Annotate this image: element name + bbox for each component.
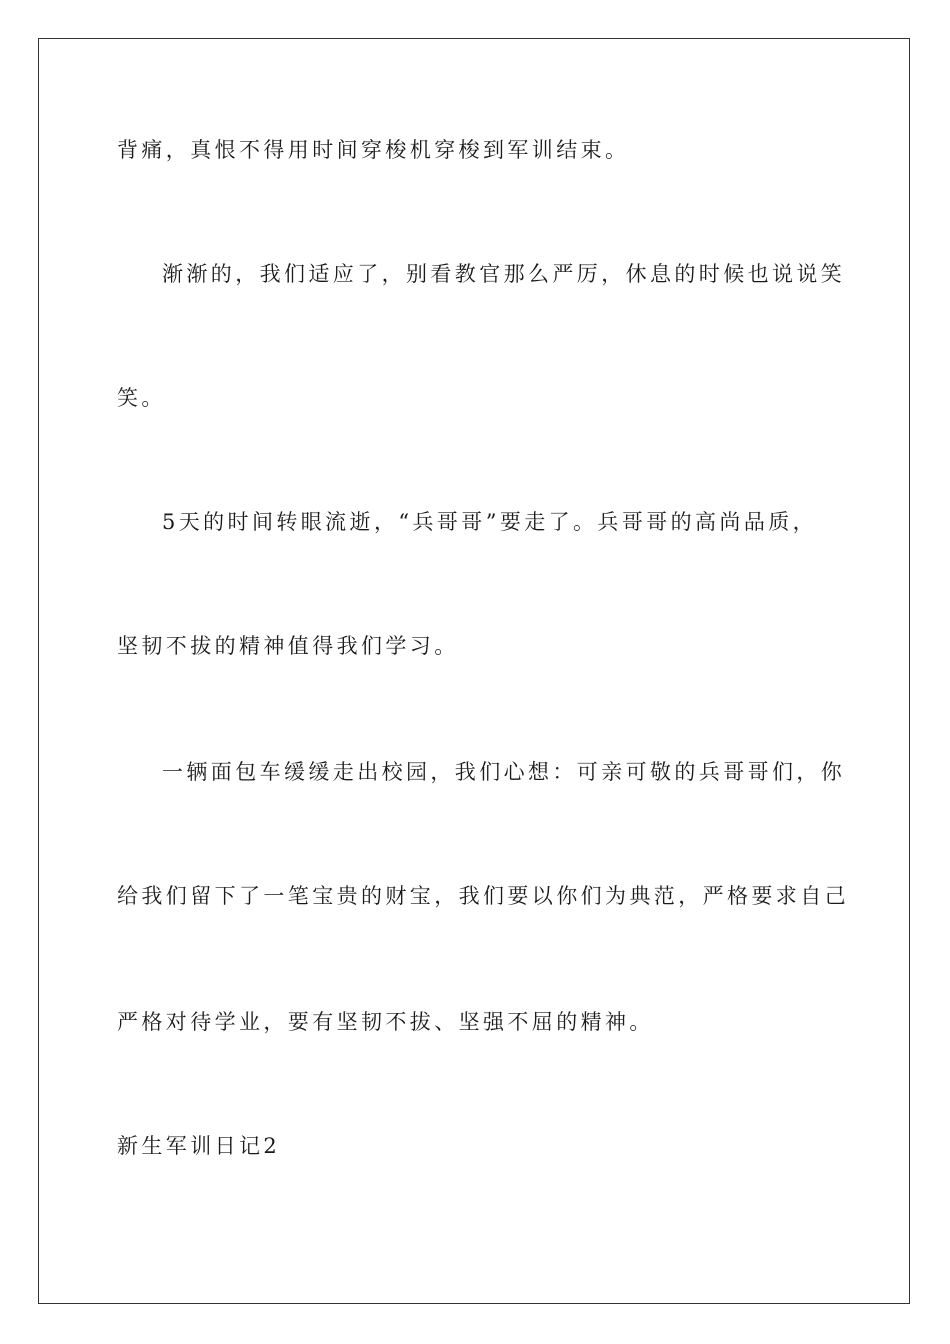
section-heading: 新生军训日记2: [117, 1134, 281, 1158]
paragraph-line: 5天的时间转眼流逝，“兵哥哥”要走了。兵哥哥的高尚品质，: [162, 510, 818, 534]
paragraph-line: 一辆面包车缓缓走出校园，我们心想：可亲可敬的兵哥哥们，你: [162, 760, 846, 784]
paragraph-line: 渐渐的，我们适应了，别看教官那么严厉，休息的时候也说说笑: [162, 262, 846, 286]
paragraph-line: 严格对待学业，要有坚韧不拔、坚强不屈的精神。: [117, 1010, 654, 1034]
paragraph-line: 给我们留下了一笔宝贵的财宝，我们要以你们为典范，严格要求自己: [117, 884, 849, 908]
paragraph-line: 笑。: [117, 386, 166, 410]
page-border: [38, 38, 910, 1304]
paragraph-line: 背痛，真恨不得用时间穿梭机穿梭到军训结束。: [117, 138, 630, 162]
paragraph-line: 坚韧不拔的精神值得我们学习。: [117, 634, 459, 658]
